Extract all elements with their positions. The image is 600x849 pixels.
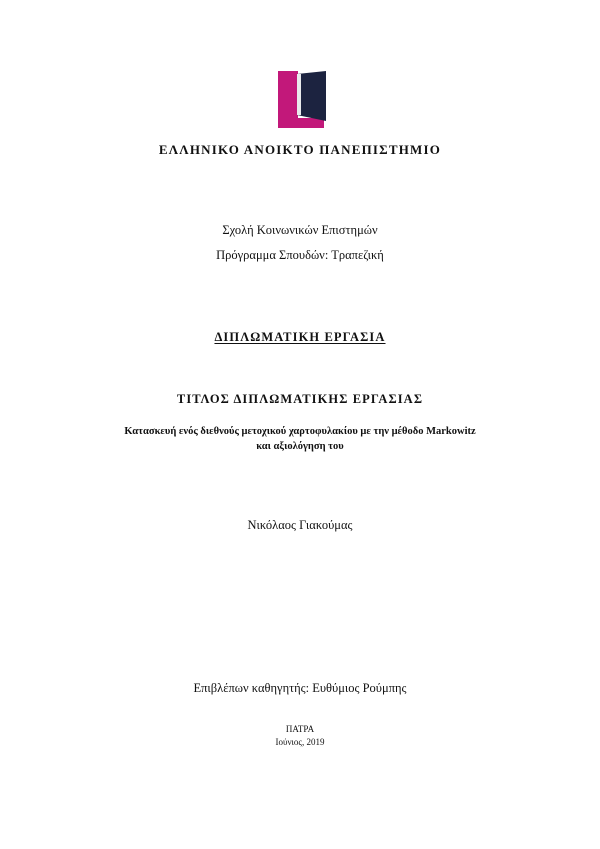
thesis-title-line-2: και αξιολόγηση του (256, 441, 344, 452)
thesis-heading (0, 330, 600, 345)
date: Ιούνιος, 2019 (275, 737, 325, 747)
study-program: Πρόγραμμα Σπουδών: Τραπεζική (216, 248, 384, 262)
thesis-heading-text: ΔΙΠΛΩΜΑΤΙΚΗ ΕΡΓΑΣΙΑ (214, 330, 386, 344)
thesis-title-label: ΤΙΤΛΟΣ ΔΙΠΛΩΜΑΤΙΚΗΣ ΕΡΓΑΣΙΑΣ (176, 392, 424, 406)
author-name: Νικόλαος Γιακούμας (247, 518, 353, 532)
university-book-logo-icon (278, 71, 326, 128)
university-name: ΕΛΛΗΝΙΚΟ ΑΝΟΙΚΤΟ ΠΑΝΕΠΙΣΤΗΜΙΟ (158, 142, 442, 157)
thesis-title-line-1: Κατασκευή ενός διεθνούς μετοχικού χαρτοφυλακίου με την μέθοδο Markowitz (124, 426, 476, 437)
city: ΠΑΤΡΑ (285, 724, 315, 734)
school-name: Σχολή Κοινωνικών Επιστημών (222, 223, 378, 237)
supervisor: Επιβλέπων καθηγητής: Ευθύμιος Ρούμπης (193, 681, 407, 695)
